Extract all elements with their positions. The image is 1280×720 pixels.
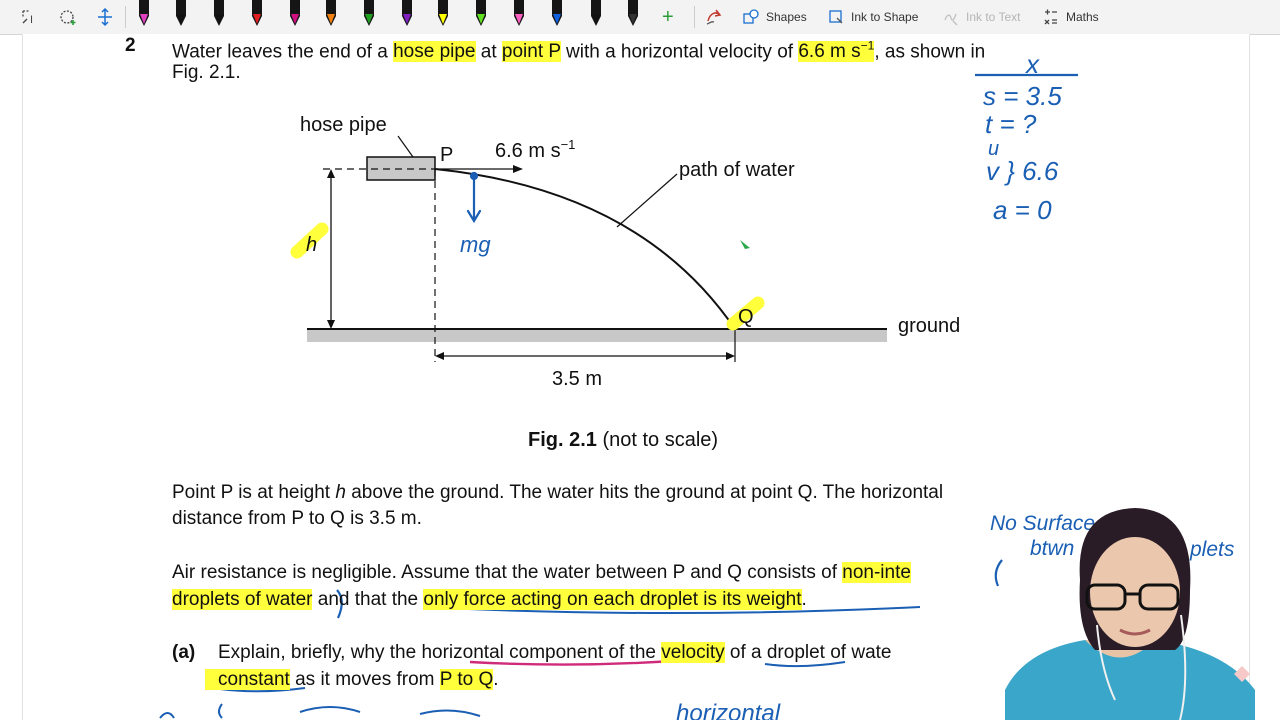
text-run: of the [603,642,662,663]
ink-weight-arrow [468,178,480,221]
point-q-label: Q [738,306,754,328]
ink-bottom-scribbles [160,704,480,718]
highlight-only-force: only force acting on each droplet is its weight [423,589,802,610]
ink-to-shape-label: Ink to Shape [851,10,919,24]
height-arrow-head-up [327,169,335,178]
part-a-line-2 [205,667,499,693]
text-run: with a horizontal velocity of [560,41,799,63]
text-run: at [475,41,502,63]
paragraph-1-line-1 [172,480,943,506]
highlight-velocity: velocity [661,642,725,663]
ink-to-text-label: Ink to Text [966,10,1021,24]
path-of-water-label: path of water [679,159,795,181]
text-run-horizontal-component: horizontal component [421,642,604,663]
ink-note-no-surface: No Surface [990,512,1096,535]
text-run: of a droplet of wate [724,642,892,663]
velocity-label-text: 6.6 m s [495,140,561,162]
velocity-arrow-head [513,165,523,173]
caption-bold: Fig. 2.1 [528,429,597,451]
text-run: Explain, briefly, why the [218,642,422,663]
height-arrow-head-down [327,320,335,329]
part-a-label: (a) [172,642,196,663]
ink-note-u: u [988,138,1000,160]
text-run-italic-h: h [335,482,346,503]
question-intro-line-2: Fig. 2.1. [172,62,241,83]
highlight-non-interacting: non-inte [842,562,911,583]
svg-text:I: I [30,14,34,26]
pen-cursor-icon [740,240,750,249]
hose-label-pointer [398,136,413,157]
shapes-label: Shapes [766,10,807,24]
text-run: and that the [312,589,424,610]
ink-note-btwn: btwn [1030,537,1075,560]
add-pen-button[interactable]: + [662,5,674,28]
velocity-label [495,137,575,162]
question-number: 2 [125,35,136,56]
highlight-point-p: point P [501,41,561,63]
hose-pipe-label: hose pipe [300,114,387,136]
ground-strip [307,329,887,342]
ink-note-a: a = 0 [993,195,1052,225]
text-run: as it moves from [289,669,440,690]
point-p-label: P [440,144,454,166]
highlight-droplets-of-water: droplets of water [172,589,313,610]
text-run: above the ground. The water hits the ground at point Q. The horizontal [345,482,944,503]
height-h-label: h [306,234,318,256]
ink-note-v: v } 6.6 [986,156,1059,186]
figure-caption [528,429,718,451]
paragraph-2-line-1 [172,560,911,586]
velocity-label-exponent: −1 [560,137,576,152]
ink-bottom-note: horizontal [676,700,781,720]
part-a-line-1 [218,640,892,666]
ink-note-s: s = 3.5 [983,81,1062,111]
highlight-p-to-q: P to Q [439,669,494,690]
distance-arrow-head-left [435,352,444,360]
text-run: , as shown in [874,41,986,63]
caption-rest: (not to scale) [596,429,719,451]
maths-label: Maths [1066,10,1099,24]
text-run: . [801,589,807,610]
ink-note-x: x [1026,49,1039,79]
text-run: Water leaves the end of a [172,41,394,63]
highlight-constant: constant [205,669,290,690]
path-label-pointer [617,174,677,227]
ink-note-plets: plets [1190,538,1235,561]
distance-label: 3.5 m [552,368,603,390]
ink-mg-label: mg [460,232,491,257]
text-run: . [493,669,499,690]
ink-open-bracket [996,560,1002,586]
distance-arrow-head-right [726,352,735,360]
text-run: Point P is at height [172,482,336,503]
presenter-webcam [1005,500,1255,720]
presenter-face [1090,537,1180,647]
ink-note-t: t = ? [985,109,1037,139]
text-run: Air resistance is negligible. Assume that the water between P and Q consists of [172,562,843,583]
velocity-text: 6.6 m s [798,41,861,63]
highlight-hose-pipe: hose pipe [393,41,476,63]
ground-label: ground [898,315,961,337]
paragraph-2-line-2 [172,587,807,613]
paragraph-1-line-2: distance from P to Q is 3.5 m. [172,508,422,529]
velocity-exponent: −1 [860,39,875,53]
